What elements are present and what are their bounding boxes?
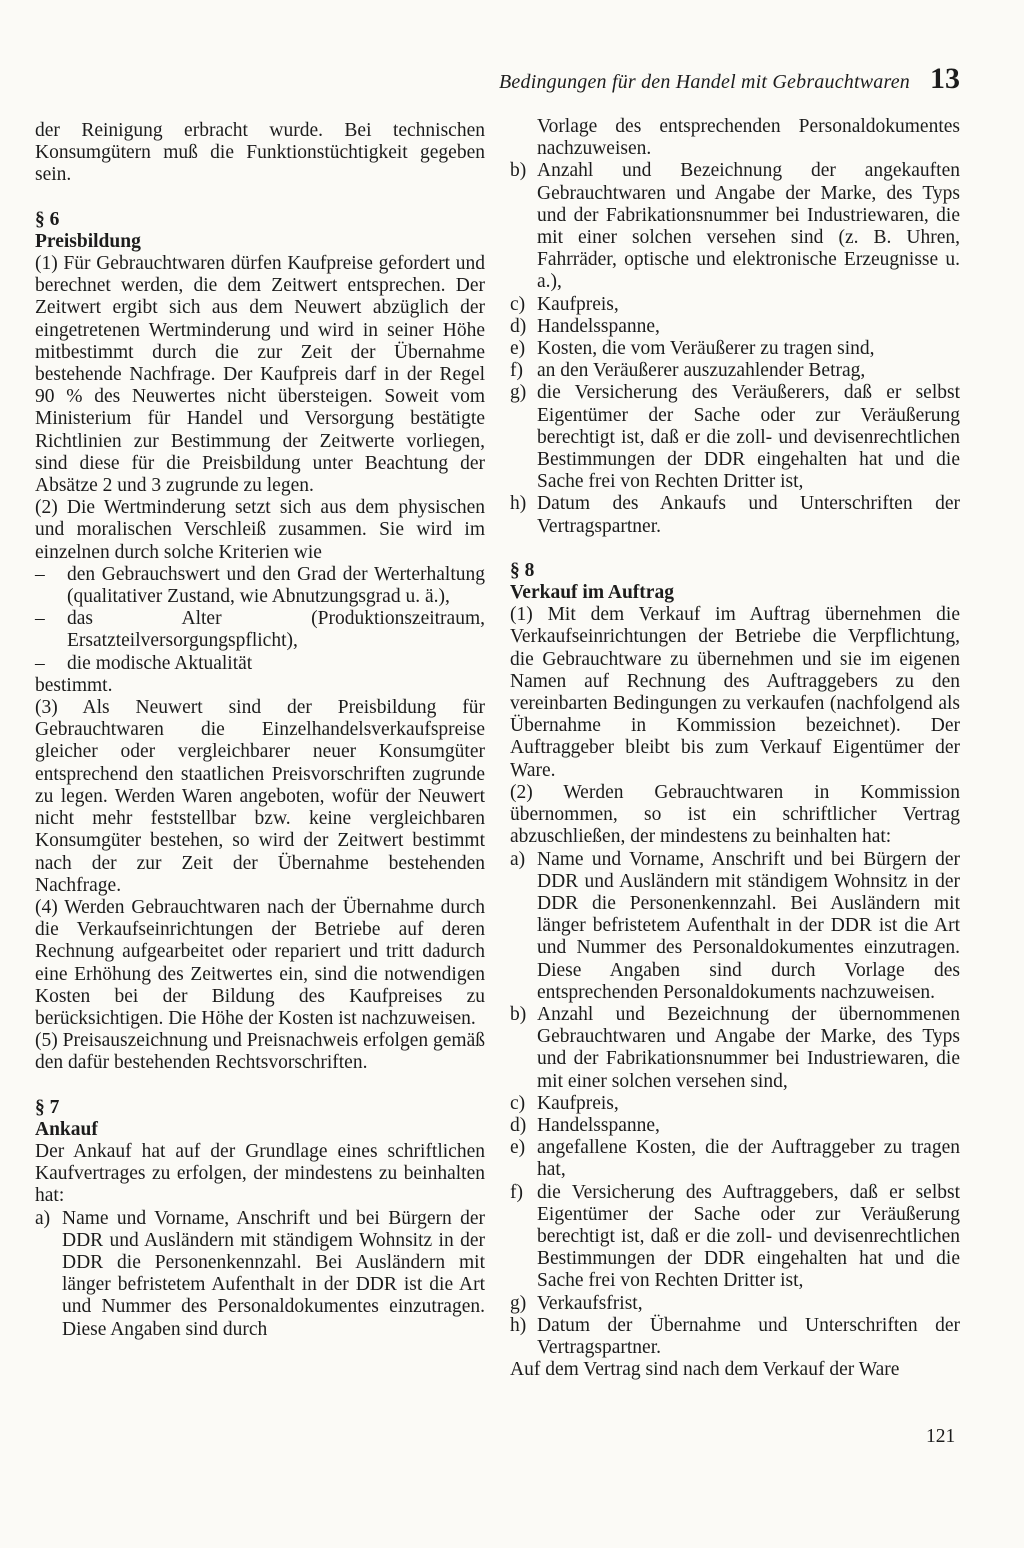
list-item [510, 1293, 960, 1315]
list-item-text: Datum der Übernahme und Unterschriften der Vertragspartner. [537, 1314, 960, 1358]
list-marker: e) [510, 1137, 526, 1159]
section-6-paragraph-2: (2) Die Wertminderung setzt sich aus dem physischen und moralischen Verschleiß zusammen. Sie wird im einzelnen durch solche Kriterien wie [35, 497, 485, 563]
section-6-paragraph-4: (4) Werden Gebrauchtwaren nach der Übernahme durch die Verkaufseinrichtungen der Betriebe auf deren Rechnung aufgearbeitet oder repariert und tritt dadurch eine Erhöhung des Zeitwertes ein, sind die notwendigen Kosten bei der Bildung des Kaufpreises zu berücksichtigen. Die Höhe der Kosten ist nachzuweisen. [35, 896, 485, 1029]
list-item-text: angefallene Kosten, die der Auftraggeber zu tragen hat, [537, 1137, 960, 1181]
list-item [510, 1315, 960, 1359]
dash-item-text: den Gebrauchswert und den Grad der Werterhaltung (qualitativer Zustand, wie Abnutzungsgrad u. ä.), [67, 563, 485, 608]
running-header [470, 62, 960, 102]
list-item-text: Kaufpreis, [537, 293, 619, 315]
section-6-paragraph-3: (3) Als Neuwert sind der Preisbildung für Gebrauchtwaren die Einzelhandelsverkaufspreise gleicher oder vergleichbarer neuer Konsumgüter entsprechend den staatlichen Preisvorschriften zugrunde zu legen. Werden Waren angeboten, wofür der Neuwert nicht mehr feststellbar bzw. keine vergleichbaren Konsumgüter bestehen, so wird der Zeitwert bestimmt nach der zur Zeit der Übernahme bestehenden Nachfrage. [35, 697, 485, 896]
list-marker: h) [510, 493, 527, 515]
left-column [35, 120, 485, 1341]
list-marker: c) [510, 293, 526, 315]
list-item-text: Handelsspanne, [537, 315, 660, 337]
list-item-text: Handelsspanne, [537, 1114, 660, 1136]
list-item-text: Datum des Ankaufs und Unterschriften der Vertragspartner. [537, 493, 960, 537]
list-marker: d) [510, 1114, 527, 1136]
list-item [510, 849, 960, 1004]
list-item [510, 1093, 960, 1115]
dash-item-text: das Alter (Produktionszeitraum, Ersatzteilversorgungspflicht), [67, 608, 485, 652]
section-8-paragraph-1: (1) Mit dem Verkauf im Auftrag übernehmen die Verkaufseinrichtungen der Betriebe die Verpflichtung, die Gebrauchtware zu übernehmen und sie im eigenen Namen auf Rechnung des Auftraggebers zu den vereinbarten Bedingungen zu verkaufen (nachfolgend als Übernahme in Kommission bezeichnet). Der Auftraggeber bleibt bis zum Verkauf Eigentümer der Ware. [510, 604, 960, 781]
list-marker: f) [510, 1181, 523, 1203]
dash-item: – das Alter (Produktionszeitraum, Ersatzteilversorgungspflicht), [35, 608, 485, 652]
dash-item: – die modische Aktualität [35, 653, 485, 675]
list-marker: b) [510, 160, 527, 182]
list-item [510, 382, 960, 493]
section-8-paragraph-2: (2) Werden Gebrauchtwaren in Kommission übernommen, so ist ein schriftlicher Vertrag abzuschließen, der mindestens zu beinhalten hat: [510, 781, 960, 848]
list-marker: f) [510, 360, 523, 382]
section-7-title: Ankauf [35, 1118, 98, 1140]
intro-paragraph: der Reinigung erbracht wurde. Bei technischen Konsumgütern muß die Funktionstüchtigkeit gegeben sein. [35, 120, 485, 186]
section-6-paragraph-5: (5) Preisauszeichnung und Preisnachweis erfolgen gemäß den dafür bestehenden Rechtsvorschriften. [35, 1030, 485, 1074]
list-item [510, 493, 960, 537]
section-6-title: Preisbildung [35, 230, 141, 252]
section-8-paragraph-3: Auf dem Vertrag sind nach dem Verkauf der Ware [510, 1359, 900, 1381]
section-7-number: § 7 [35, 1096, 60, 1118]
list-item-text: Kaufpreis, [537, 1092, 619, 1114]
list-marker: e) [510, 338, 526, 360]
list-item [510, 160, 960, 293]
list-item [510, 338, 960, 360]
list-marker: a) [510, 848, 526, 870]
list-marker: b) [510, 1003, 527, 1025]
section-7-paragraph-1: Der Ankauf hat auf der Grundlage eines schriftlichen Kaufvertrages zu erfolgen, der mindestens zu beinhalten hat: [35, 1140, 485, 1207]
page-number: 121 [926, 1426, 956, 1447]
chapter-number: 13 [930, 62, 960, 95]
continuation-text: Vorlage des entsprechenden Personaldokumentes nachzuweisen. [537, 116, 960, 160]
list-item-text: Verkaufsfrist, [537, 1292, 643, 1314]
list-marker: g) [510, 1292, 527, 1314]
list-marker: c) [510, 1092, 526, 1114]
list-item [510, 294, 960, 316]
section-6-number: § 6 [35, 208, 60, 230]
list-marker: g) [510, 382, 527, 404]
list-item-text: Name und Vorname, Anschrift und bei Bürgern der DDR und Ausländern mit ständigem Wohnsitz in der DDR die Personenkennzahl. Bei Ausländern mit länger befristetem Aufenthalt in der DDR ist die Art und Nummer des Personaldokumentes einzutragen. Diese Angaben sind durch [62, 1207, 485, 1340]
list-item-text: Kosten, die vom Veräußerer zu tragen sind, [537, 338, 875, 360]
list-item-text: Anzahl und Bezeichnung der übernommenen Gebrauchtwaren und Angabe der Marke, des Typs und der Fabrikationsnummer bei Industriewaren, die mit einer solchen versehen sind, [537, 1003, 960, 1092]
list-item [510, 1137, 960, 1181]
list-marker: h) [510, 1314, 527, 1336]
list-item [510, 360, 960, 382]
list-item [510, 316, 960, 338]
list-item-text: Anzahl und Bezeichnung der angekauften Gebrauchtwaren und Angabe der Marke, des Typs und der Fabrikationsnummer bei Industriewaren, die mit einer solchen versehen sind (z. B. Uhren, Fahrräder, optische und elektronische Erzeugnisse u. a.), [537, 160, 960, 293]
list-item-text: an den Veräußerer auszuzahlender Betrag, [537, 360, 866, 382]
list-item-text: Name und Vorname, Anschrift und bei Bürgern der DDR und Ausländern mit ständigem Wohnsitz in der DDR die Personenkennzahl. Bei Ausländern mit länger befristetem Aufenthalt in der DDR ist die Art und Nummer des Personaldokumentes einzutragen. Diese Angaben sind durch Vorlage des entsprechenden Personaldokuments nachzuweisen. [537, 848, 960, 1003]
list-item [510, 1115, 960, 1137]
list-item-text: die Versicherung des Veräußerers, daß er selbst Eigentümer der Sache oder zur Veräußerung berechtigt ist, daß er die zoll- und devisenrechtlichen Bestimmungen der DDR eingehalten hat und die Sache frei von Rechten Dritter ist, [537, 382, 960, 493]
section-6-paragraph-2-end: bestimmt. [35, 674, 113, 696]
list-item [510, 1182, 960, 1293]
header-title: Bedingungen für den Handel mit Gebrauchtwaren [499, 71, 910, 93]
list-item-text: die Versicherung des Auftraggebers, daß er selbst Eigentümer der Sache oder zur Veräußerung berechtigt ist, daß er die zoll- und devisenrechtlichen Bestimmungen der DDR eingehalten hat und die Sache frei von Rechten Dritter ist, [537, 1181, 960, 1292]
list-marker: a) [35, 1207, 51, 1229]
list-item [510, 1004, 960, 1093]
list-item [35, 1208, 485, 1341]
dash-item: – den Gebrauchswert und den Grad der Werterhaltung (qualitativer Zustand, wie Abnutzungsgrad u. ä.), [35, 563, 485, 608]
right-column [510, 116, 960, 1381]
section-8-number: § 8 [510, 559, 535, 581]
section-6-paragraph-1: (1) Für Gebrauchtwaren dürfen Kaufpreise gefordert und berechnet werden, die dem Zeitwert entsprechen. Der Zeitwert ergibt sich aus dem Neuwert abzüglich der eingetretenen Wertminderung und wird in seiner Höhe mitbestimmt durch die zur Zeit der Übernahme bestehende Nachfrage. Der Kaufpreis darf in der Regel 90 % des Neuwertes nicht übersteigen. Soweit vom Ministerium für Handel und Versorgung bestätigte Richtlinien zur Bestimmung der Zeitwerte vorliegen, sind diese für die Preisbildung unter Beachtung der Absätze 2 und 3 zugrunde zu legen. [35, 253, 485, 497]
dash-item-text: die modische Aktualität [67, 652, 253, 674]
list-marker: d) [510, 315, 527, 337]
section-8-title: Verkauf im Auftrag [510, 582, 674, 604]
